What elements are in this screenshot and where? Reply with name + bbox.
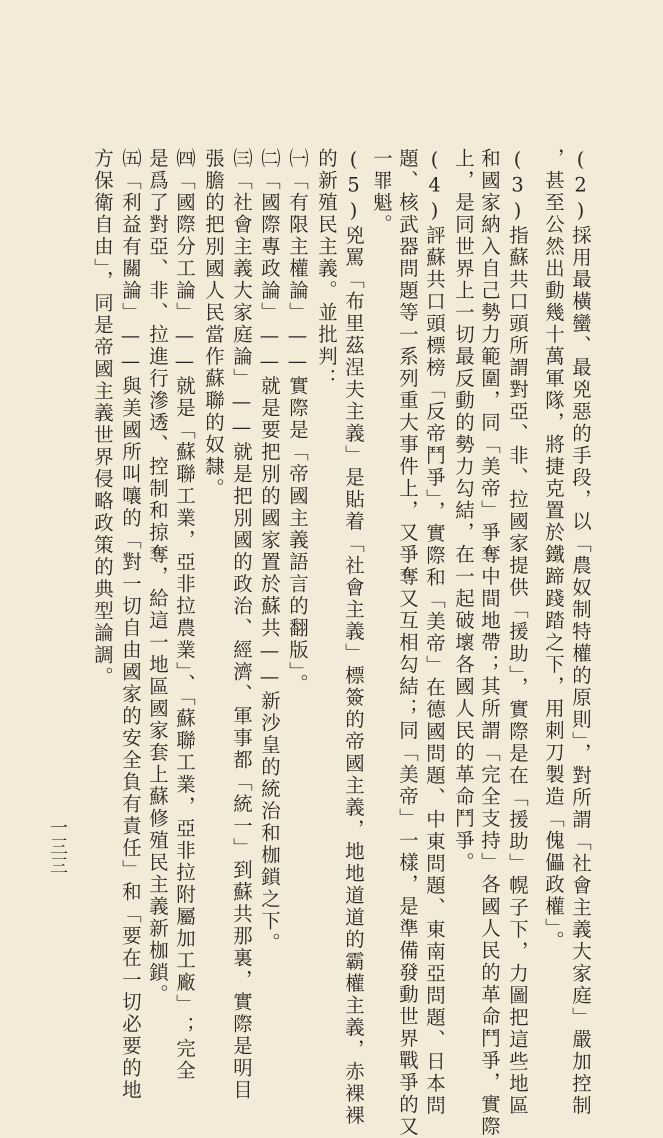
text-line: ㈡「國際專政論」——就是要把別的國家置於蘇共——新沙皇的統治和枷鎖之下。: [258, 148, 281, 955]
text-line: 張膽的把別國人民當作蘇聯的奴隸。: [202, 148, 225, 500]
text-line: (2)採用最橫蠻、最兇惡的手段，以「農奴制特權的原則」，對所謂「社會主義大家庭」嚴加控制: [569, 148, 592, 1118]
text-line: 題、核武器問題等一系列重大事件上，又爭奪又互相勾結；同「美帝」一樣，是準備發動世界戰爭的又: [396, 148, 419, 1138]
text-line: ㈠「有限主權論」——實際是「帝國主義語言的翻版」。: [286, 148, 309, 696]
text-line: ㈢「社會主義大家庭論」——就是把別國的政治、經濟、軍事都「統一」到蘇共那裏，實際是明目: [230, 148, 253, 1102]
text-line: 是爲了對亞、非、拉進行滲透、控制和掠奪，給這一地區國家套上蘇修殖民主義新枷鎖。: [146, 148, 169, 1006]
text-line: (4)評蘇共口頭標榜「反帝鬥爭」，實際和「美帝」在德國問題、中東問題、東南亞問題、日本問: [423, 148, 446, 1118]
text-line: (5)兇罵「布里茲涅夫主義」是貼着「社會主義」標簽的帝國主義，地地道道的霸權主義，赤裸裸: [342, 148, 365, 1127]
text-line: 和國家納入自己勢力範圍，同「美帝」爭奪中間地帶；其所謂「完全支持」各國人民的革命鬥爭，實際: [478, 148, 501, 1138]
text-line: ㈤「利益有關論」——與美國所叫嚷的「對一切自由國家的安全負有責任」和「要在一切必要的地: [119, 148, 142, 1102]
text-line: (3)指蘇共口頭所謂對亞、非、拉國家提供「援助」，實際是在「援助」幌子下，力圖把這些地區: [506, 148, 529, 1118]
text-line: 的新殖民主義。並批判：: [315, 148, 338, 390]
text-line: ，甚至公然出動幾十萬軍隊，將捷克置於鐵蹄踐踏之下，用刺刀製造「傀儡政權」。: [542, 148, 565, 953]
page-number: 一三三: [47, 818, 68, 875]
text-line: 一罪魁。: [370, 148, 393, 236]
text-line: 上，是同世界上一切最反動的勢力勾結，在一起破壞各國人民的革命鬥爭。: [452, 148, 475, 874]
text-line: ㈣「國際分工論」——就是「蘇聯工業，亞非拉農業」、「蘇聯工業，亞非拉附屬加工廠」；完全: [173, 148, 196, 1082]
text-line: 方保衛自由」，同是帝國主義世界侵略政策的典型論調。: [91, 148, 114, 689]
